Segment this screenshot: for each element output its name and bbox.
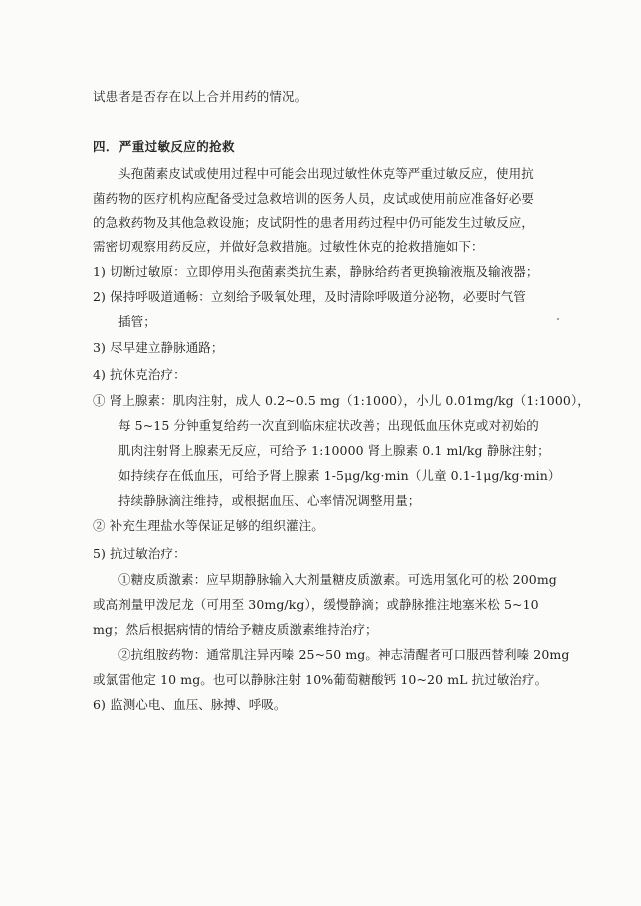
text-line: 插管； — [118, 314, 156, 329]
text-line: 菌药物的医疗机构应配备受过急救培训的医务人员，皮试或使用前应准备好必要 — [93, 191, 535, 206]
scan-speck — [557, 318, 559, 320]
text-line: 或高剂量甲泼尼龙（可用至 30mg/kg），缓慢静滴；或静脉推注地塞米松 5~10 — [93, 597, 539, 612]
sub-item: ②抗组胺药物：通常肌注异丙嗪 25~50 mg。神志清醒者可口服西替利嗪 20mg — [118, 647, 570, 662]
list-item: 1) 切断过敏原：立即停用头孢菌素类抗生素，静脉给药者更换输液瓶及输液器； — [93, 264, 539, 279]
text-line: 头孢菌素皮试或使用过程中可能会出现过敏性休克等严重过敏反应，使用抗 — [118, 166, 534, 181]
list-item: 3) 尽早建立静脉通路； — [93, 340, 224, 355]
sub-item: ①糖皮质激素：应早期静脉输入大剂量糖皮质激素。可选用氢化可的松 200mg — [118, 572, 557, 587]
text-line: 如持续存在低血压，可给予肾上腺素 1-5μg/kg·min（儿童 0.1-1μg/kg·min） — [118, 468, 561, 483]
text-line: mg；然后根据病情的情给予糖皮质激素维持治疗； — [93, 622, 378, 637]
list-item: 5) 抗过敏治疗： — [93, 546, 186, 561]
text-line: 肌肉注射肾上腺素无反应，可给予 1:10000 肾上腺素 0.1 ml/kg 静脉注射； — [118, 443, 550, 458]
list-item: 4) 抗休克治疗： — [93, 367, 186, 382]
text-line: 的急救药物及其他急救设施；皮试阴性的患者用药过程中仍可能发生过敏反应， — [93, 215, 535, 230]
text-line: 持续静脉滴注维持，或根据血压、心率情况调整用量； — [118, 493, 421, 508]
sub-item: ② 补充生理盐水等保证足够的组织灌注。 — [93, 518, 324, 533]
text-line: 或氯雷他定 10 mg。也可以静脉注射 10%葡萄糖酸钙 10~20 mL 抗过敏治疗。 — [93, 672, 548, 687]
text-line: 每 5~15 分钟重复给药一次直到临床症状改善；出现低血压休克或对初始的 — [118, 418, 539, 433]
text-line: 试患者是否存在以上合并用药的情况。 — [93, 89, 308, 104]
list-item: 2) 保持呼吸道通畅：立刻给予吸氧处理，及时清除呼吸道分泌物，必要时气管 — [93, 289, 526, 304]
list-item: 6) 监测心电、血压、脉搏、呼吸。 — [93, 697, 287, 712]
sub-item: ① 肾上腺素：肌肉注射，成人 0.2~0.5 mg（1:1000），小儿 0.01mg/kg（1:1000）， — [93, 393, 590, 408]
text-line: 需密切观察用药反应，并做好急救措施。过敏性休克的抢救措施如下： — [93, 239, 484, 254]
section-heading: 四．严重过敏反应的抢救 — [93, 139, 235, 154]
